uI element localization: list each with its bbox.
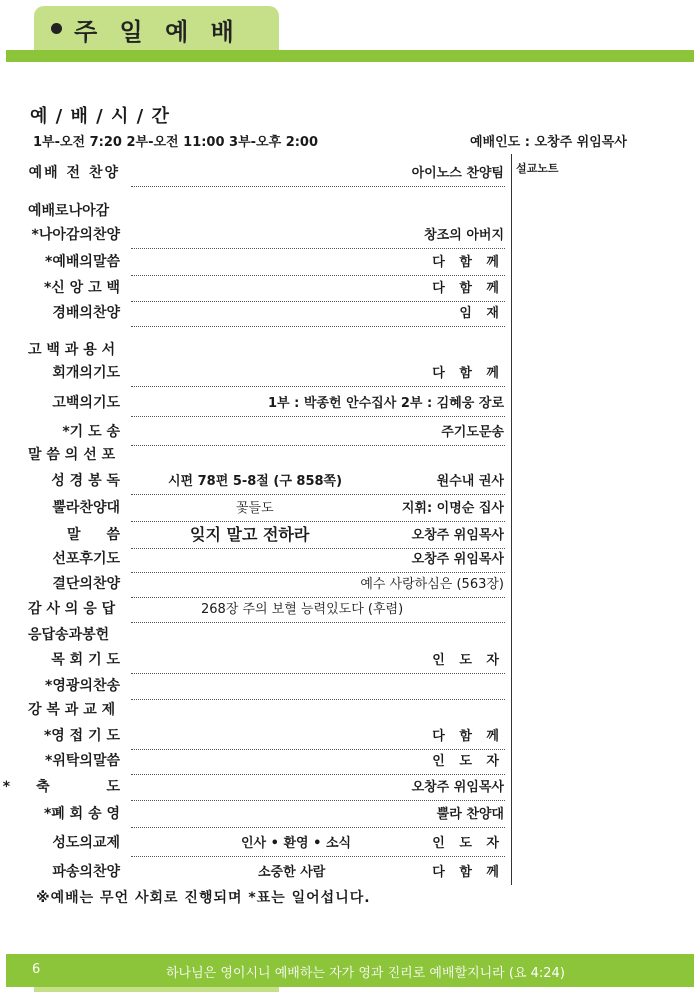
category-label: 감 사 의 응 답	[28, 601, 116, 617]
order-label: 회개의기도	[52, 365, 120, 381]
category-label: 예배로나아감	[28, 203, 110, 219]
sermon-title: 잊지 말고 전하라	[190, 525, 310, 544]
order-middle-value: 268장 주의 보혈 능력있도다 (후렴)	[201, 602, 404, 617]
order-label: *기 도 송	[62, 424, 120, 440]
order-label: 말씀	[66, 527, 146, 543]
order-row	[0, 750, 512, 770]
sermon-notes-label: 설교노트	[516, 162, 559, 175]
service-leader: 예배인도 : 오창주 위임목사	[470, 135, 627, 150]
service-times: 1부-오전 7:20 2부-오전 11:00 3부-오후 2:00	[33, 135, 319, 150]
order-label: 결단의찬양	[52, 576, 120, 592]
order-row	[0, 649, 512, 669]
order-category	[0, 624, 512, 644]
order-category	[0, 444, 512, 464]
dotted-line	[131, 622, 505, 623]
order-value: 오창주 위임목사	[411, 552, 504, 567]
page-number: 6	[32, 962, 41, 977]
order-middle-value: 인사 • 환영 • 소식	[241, 836, 352, 851]
footer-verse: 하나님은 영이시니 예배하는 자가 영과 진리로 예배할지니라 (요 4:24)	[166, 966, 565, 981]
order-value: 주기도문송	[441, 425, 504, 440]
order-row	[0, 224, 512, 244]
order-value: 다 함 께	[432, 865, 504, 880]
order-label: *축 도	[2, 779, 146, 795]
standing-note: ※예배는 무언 사회로 진행되며 *표는 일어섭니다.	[36, 890, 371, 906]
order-middle-value: 시편 78편 5-8절 (구 858쪽)	[168, 474, 343, 489]
order-middle-value: 꽃들도	[236, 501, 274, 516]
category-label: 강 복 과 교 제	[28, 702, 116, 718]
dotted-line	[131, 386, 505, 387]
order-row	[0, 251, 512, 271]
footer-tab	[34, 987, 279, 992]
order-label: 파송의찬양	[52, 864, 120, 880]
order-value: 창조의 아버지	[424, 228, 504, 243]
order-label: 고백의기도	[52, 395, 120, 411]
order-value: 다 함 께	[432, 366, 504, 381]
order-category	[0, 699, 512, 719]
order-row	[0, 573, 512, 593]
dotted-line	[131, 856, 505, 857]
order-value: 다 함 께	[432, 281, 504, 296]
order-row	[0, 421, 512, 441]
dotted-line	[131, 186, 505, 187]
order-row	[0, 392, 512, 412]
dotted-line	[131, 521, 505, 522]
order-value: 예수 사랑하심은 (563장)	[360, 577, 504, 592]
order-category	[0, 200, 512, 220]
dotted-line	[131, 326, 505, 327]
order-value: 원수내 권사	[436, 474, 504, 489]
header-bar	[6, 50, 694, 62]
order-row	[0, 548, 512, 568]
order-row	[0, 803, 512, 823]
category-label: 응답송과봉헌	[28, 627, 110, 643]
order-value: 오창주 위임목사	[411, 528, 504, 543]
dotted-line	[131, 827, 505, 828]
order-value: 아이노스 찬양팀	[411, 166, 504, 181]
dotted-line	[131, 774, 505, 775]
dotted-line	[131, 800, 505, 801]
order-row	[0, 832, 512, 852]
dotted-line	[131, 673, 505, 674]
category-label: 고 백 과 용 서	[28, 342, 116, 358]
order-row	[0, 362, 512, 382]
order-value: 오창주 위임목사	[411, 780, 504, 795]
section-heading: 예 / 배 / 시 / 간	[30, 106, 170, 127]
bullet-dot-icon	[51, 23, 62, 34]
dotted-line	[131, 416, 505, 417]
order-row	[0, 302, 512, 322]
order-row	[0, 524, 512, 544]
order-category	[0, 598, 512, 618]
order-label: *나아감의찬양	[31, 227, 120, 243]
order-label: 목 회 기 도	[51, 652, 120, 668]
order-label: *영 접 기 도	[43, 728, 120, 744]
order-value: 임 재	[459, 306, 504, 321]
order-value: 인 도 자	[432, 836, 504, 851]
order-value: 지휘: 이명순 집사	[401, 501, 504, 516]
order-row	[0, 861, 512, 881]
page-title: 주 일 예 배	[74, 18, 241, 46]
order-label: 경배의찬양	[52, 305, 120, 321]
order-label: *위탁의말씀	[45, 753, 120, 769]
footer-bar	[6, 954, 694, 987]
header-tab	[34, 6, 279, 50]
order-value: 인 도 자	[432, 754, 504, 769]
dotted-line	[131, 494, 505, 495]
order-row	[0, 497, 512, 517]
order-label: 예배 전 찬양	[28, 165, 120, 181]
order-middle-value: 소중한 사람	[258, 865, 326, 880]
order-label: *폐 회 송 영	[43, 806, 120, 822]
order-label: 성도의교제	[52, 835, 120, 851]
order-label: 뿔라찬양대	[52, 500, 120, 516]
order-row	[0, 725, 512, 745]
order-value: 다 함 께	[432, 729, 504, 744]
order-label: *영광의찬송	[45, 678, 120, 694]
order-value: 다 함 께	[432, 255, 504, 270]
order-label: *예배의말씀	[45, 254, 120, 270]
order-row	[0, 776, 512, 796]
order-middle-value: 1부 : 박종헌 안수집사 2부 : 김혜웅 장로	[268, 396, 504, 411]
order-label: *신 앙 고 백	[43, 280, 120, 296]
order-category	[0, 339, 512, 359]
order-value: 인 도 자	[432, 653, 504, 668]
order-value: 뿔라 찬양대	[436, 807, 504, 822]
order-row	[0, 675, 512, 695]
order-row	[0, 162, 512, 182]
dotted-line	[131, 275, 505, 276]
order-row	[0, 470, 512, 490]
dotted-line	[131, 248, 505, 249]
order-label: 성 경 봉 독	[51, 473, 120, 489]
order-label: 선포후기도	[52, 551, 120, 567]
order-row	[0, 277, 512, 297]
category-label: 말 씀 의 선 포	[28, 447, 116, 463]
